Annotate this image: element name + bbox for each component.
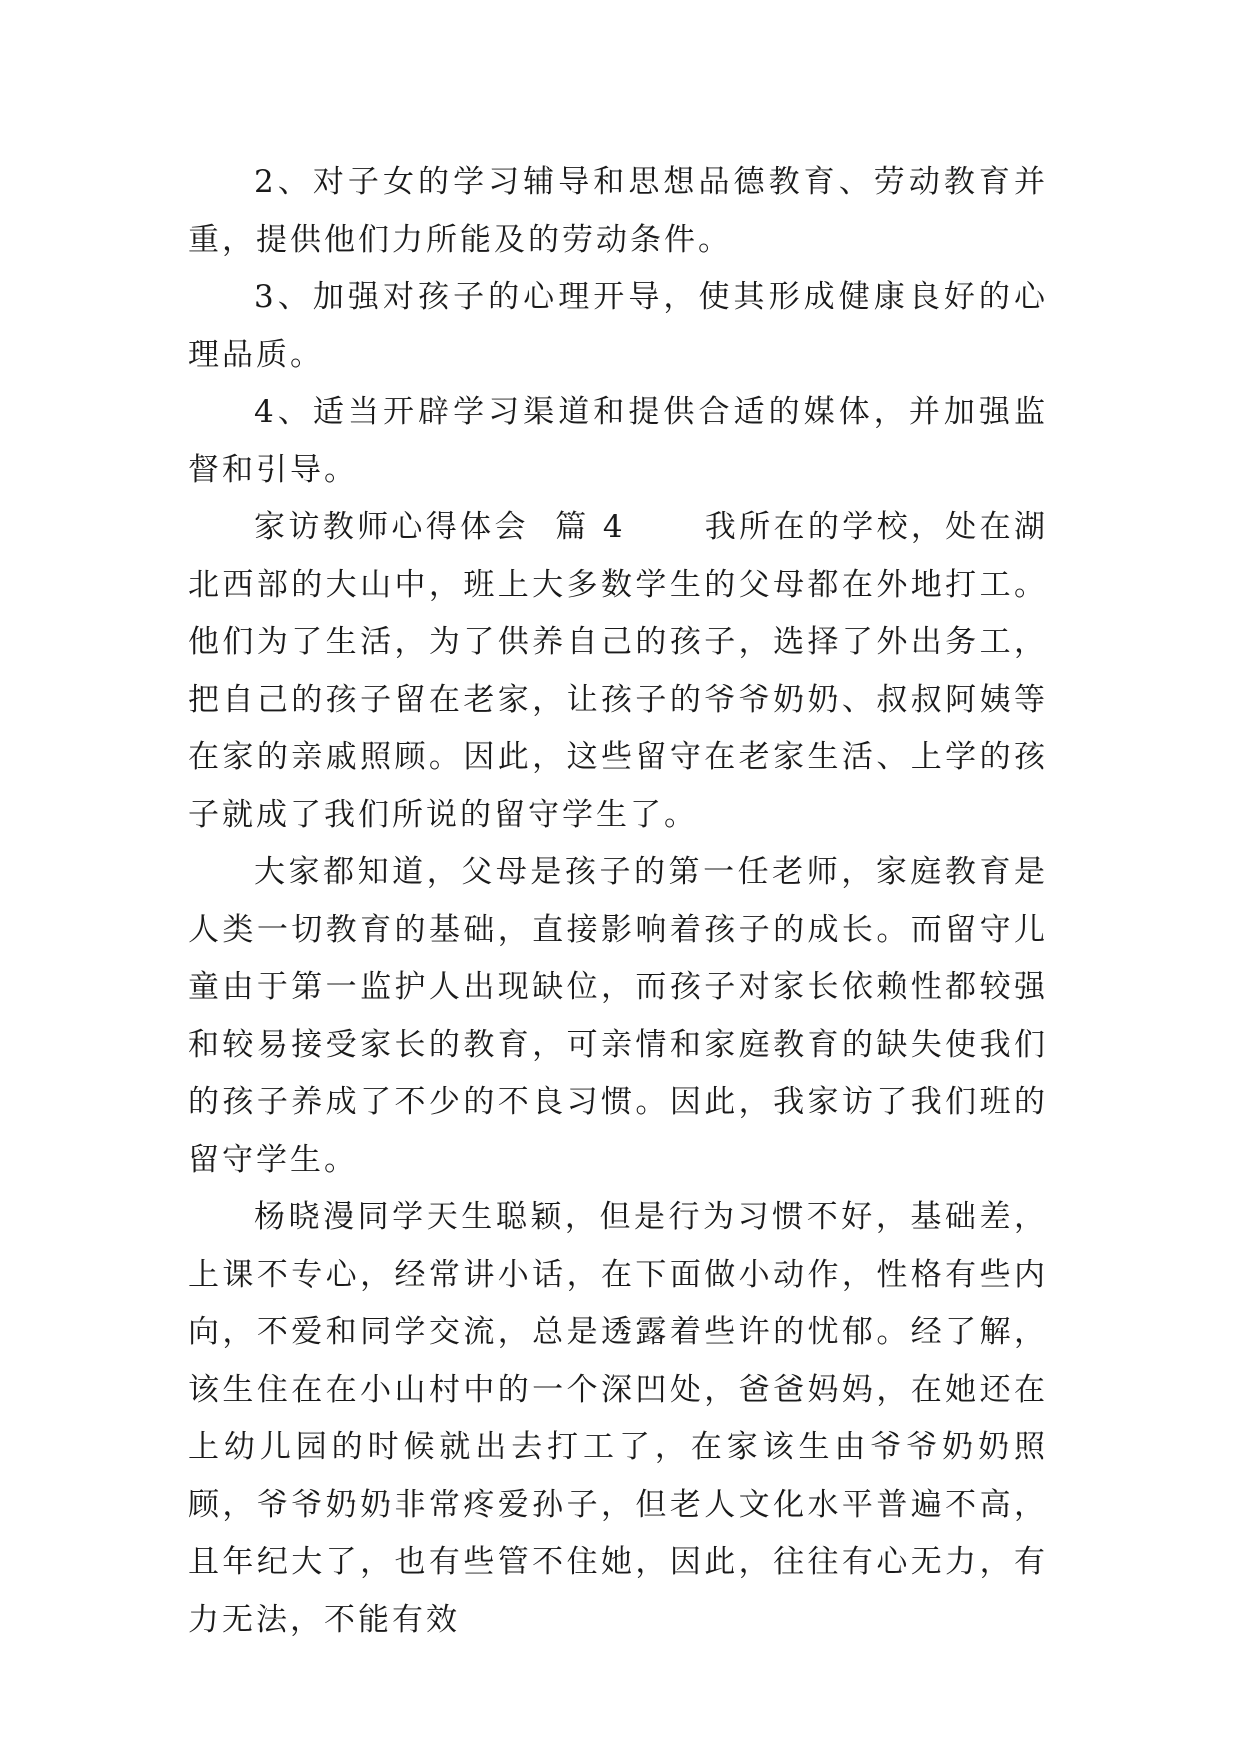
document-body bbox=[188, 154, 1048, 1649]
paragraph-family-education: 大家都知道，父母是孩子的第一任老师，家庭教育是人类一切教育的基础，直接影响着孩子的成长。而留守儿童由于第一监护人出现缺位，而孩子对家长依赖性都较强和较易接受家长的教育，可亲情和家庭教育的缺失使我们的孩子养成了不少的不良习惯。因此，我家访了我们班的留守学生。 bbox=[188, 854, 1048, 1178]
paragraph-item-3: 3、加强对孩子的心理开导，使其形成健康良好的心理品质。 bbox=[188, 279, 1048, 373]
paragraph-item-2: 2、对子女的学习辅导和思想品德教育、劳动教育并重，提供他们力所能及的劳动条件。 bbox=[188, 164, 1048, 258]
paragraph-student-case: 杨晓漫同学天生聪颖，但是行为习惯不好，基础差，上课不专心，经常讲小话，在下面做小动作，性格有些内向，不爱和同学交流，总是透露着些许的忧郁。经了解，该生住在在小山村中的一个深凹处，爸爸妈妈，在她还在上幼儿园的时候就出去打工了，在家该生由爷爷奶奶照顾，爷爷奶奶非常疼爱孙子，但老人文化水平普遍不高，且年纪大了，也有些管不住她，因此，往往有心无力，有力无法，不能有效 bbox=[188, 1199, 1048, 1638]
paragraph-section-4-intro: 家访教师心得体会 篇 4 我所在的学校，处在湖北西部的大山中，班上大多数学生的父母都在外地打工。他们为了生活，为了供养自己的孩子，选择了外出务工，把自己的孩子留在老家，让孩子的爷爷奶奶、叔叔阿姨等在家的亲戚照顾。因此，这些留守在老家生活、上学的孩子就成了我们所说的留守学生了。 bbox=[188, 509, 1048, 833]
paragraph-item-4: 4、适当开辟学习渠道和提供合适的媒体，并加强监督和引导。 bbox=[188, 394, 1048, 488]
